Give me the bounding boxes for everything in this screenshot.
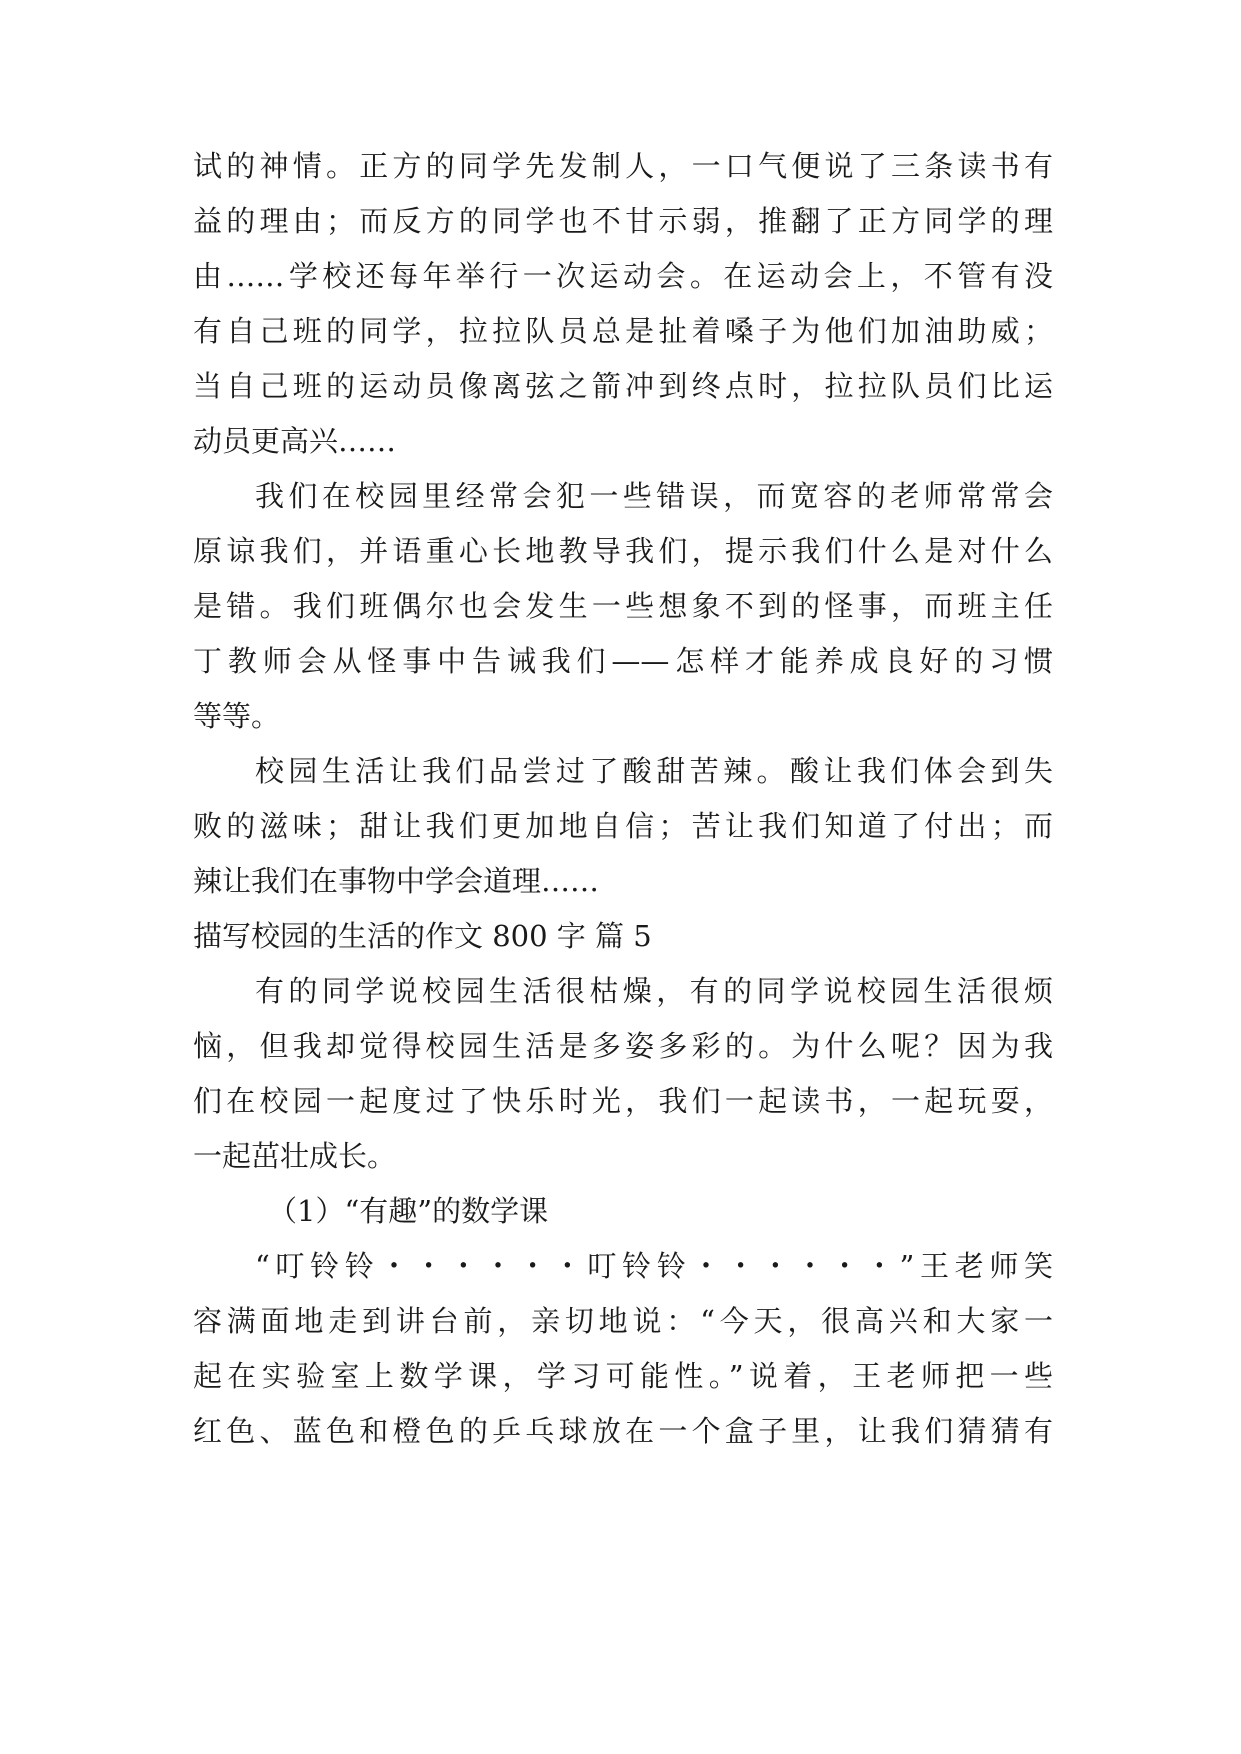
subsection-heading: （1）“有趣”的数学课: [268, 1194, 549, 1228]
text-line: 辣让我们在事物中学会道理……: [193, 864, 600, 898]
text-line: 当自己班的运动员像离弦之箭冲到终点时，拉拉队员们比运: [193, 369, 1053, 403]
text-line: 试的神情。正方的同学先发制人，一口气便说了三条读书有: [193, 149, 1053, 183]
text-line: 一起茁壮成长。: [193, 1139, 397, 1173]
text-line: 恼，但我却觉得校园生活是多姿多彩的。为什么呢？因为我: [193, 1029, 1053, 1063]
text-line: 是错。我们班偶尔也会发生一些想象不到的怪事，而班主任: [193, 589, 1053, 623]
text-line: 有自己班的同学，拉拉队员总是扯着嗓子为他们加油助威；: [193, 314, 1053, 348]
section-heading: 描写校园的生活的作文 800 字 篇 5: [193, 919, 652, 953]
text-line: 丁教师会从怪事中告诫我们——怎样才能养成良好的习惯: [193, 644, 1053, 678]
paragraph-first-line: 我们在校园里经常会犯一些错误，而宽容的老师常常会: [255, 479, 1053, 513]
text-line: 益的理由；而反方的同学也不甘示弱，推翻了正方同学的理: [193, 204, 1053, 238]
paragraph-first-line: “叮铃铃・・・・・・叮铃铃・・・・・・”王老师笑: [255, 1249, 1053, 1283]
text-line: 们在校园一起度过了快乐时光，我们一起读书，一起玩耍，: [193, 1084, 1053, 1118]
text-line: 败的滋味；甜让我们更加地自信；苦让我们知道了付出；而: [193, 809, 1053, 843]
text-line: 原谅我们，并语重心长地教导我们，提示我们什么是对什么: [193, 534, 1053, 568]
text-line: 红色、蓝色和橙色的乒乓球放在一个盒子里，让我们猜猜有: [193, 1414, 1053, 1448]
text-line: 起在实验室上数学课，学习可能性。”说着，王老师把一些: [193, 1359, 1053, 1393]
text-line: 等等。: [193, 699, 281, 733]
paragraph-first-line: 有的同学说校园生活很枯燥，有的同学说校园生活很烦: [255, 974, 1053, 1008]
text-line: 容满面地走到讲台前，亲切地说：“今天，很高兴和大家一: [193, 1304, 1053, 1338]
paragraph-first-line: 校园生活让我们品尝过了酸甜苦辣。酸让我们体会到失: [255, 754, 1053, 788]
text-line: 动员更高兴……: [193, 424, 397, 458]
text-line: 由……学校还每年举行一次运动会。在运动会上，不管有没: [193, 259, 1053, 293]
